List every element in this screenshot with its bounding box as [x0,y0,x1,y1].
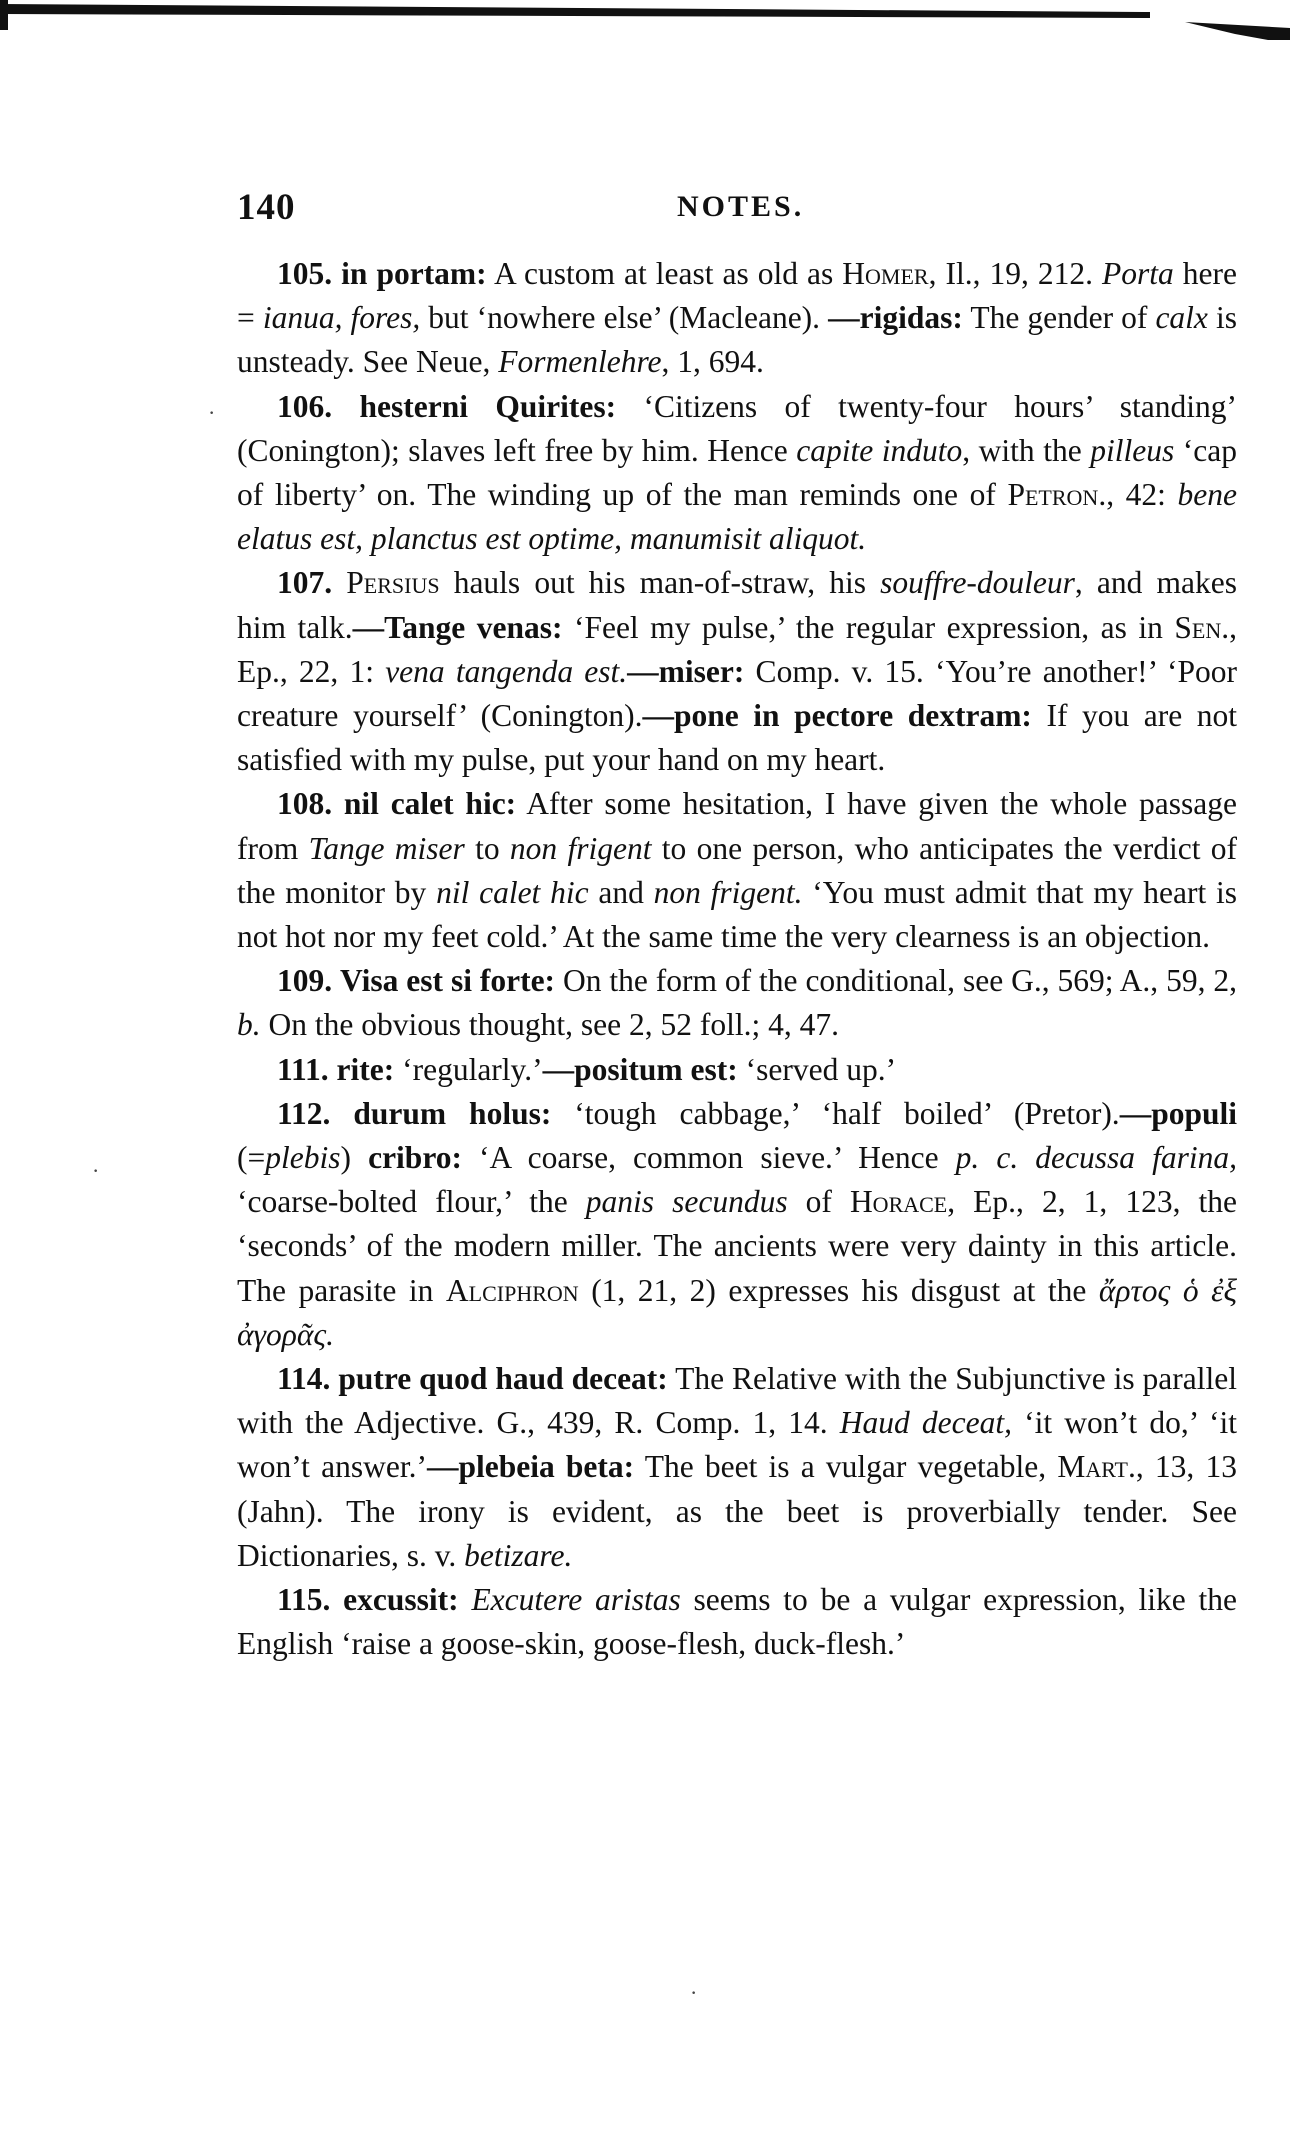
note-112: 112. durum holus: ‘tough cabbage,’ ‘half boiled’ (Pretor).—populi (=plebis) cribro: ‘A coarse, common sieve.’ Hence p. c. decussa farina, ‘coarse-bolted flour,’ the panis secundus of Horace, Ep., 2, 1, 123, the ‘seconds’ of the modern miller. The ancients were very dainty in this article. The parasite in Alciphron (1, 21, 2) expresses his disgust at the ἄρτος ὁ ἐξ ἀγορᾶς. [237,1095,1237,1352]
running-head: NOTES. [677,190,805,223]
author-ref: Petron. [1007,477,1107,513]
note-115: 115. excussit: Excutere aristas seems to be a vulgar expression, like the English ‘raise a goose-skin, goose-flesh, duck-flesh.’ [237,1582,1237,1662]
note-number: 108. [277,786,333,822]
note-114: 114. putre quod haud deceat: The Relative with the Subjunctive is parallel with the Adjective. G., 439, R. Comp. 1, 14. Haud deceat, ‘it won’t do,’ ‘it won’t answer.’—plebeia beta: The beet is a vulgar vegetable, Mart., 13, 13 (Jahn). The irony is evident, as the beet is proverbially tender. See Dictionaries, s. v. betizare. [237,1361,1237,1573]
scan-speck: · [208,400,216,425]
note-105: 105. in portam: A custom at least as old as Homer, Il., 19, 212. Porta here = ianua, fores, but ‘nowhere else’ (Macleane). —rigidas: The gender of calx is unsteady. See Neue, Formenlehre, 1, 694. [237,256,1238,380]
lemma: rite: [336,1051,395,1087]
notes-body [237,252,1237,1667]
lemma: —populi [1119,1095,1237,1131]
note-109: 109. Visa est si forte: On the form of the conditional, see G., 569; A., 59, 2, b. On the obvious thought, see 2, 52 foll.; 4, 47. [237,963,1238,1043]
note-number: 112. [277,1095,331,1131]
scan-speck: · [92,1158,100,1183]
lemma: —pone in pectore dextram: [642,698,1032,734]
page-number: 140 [237,187,296,228]
lemma: —miser: [627,653,745,689]
lemma: Visa est si forte: [340,963,556,999]
note-number: 115. [277,1582,331,1618]
lemma: hesterni Quirites: [359,388,617,424]
lemma: excussit: [343,1582,459,1618]
lemma: in portam: [341,256,487,291]
greek-phrase: ἄρτος ὁ ἐξ ἀγορᾶς. [237,1272,1237,1352]
author-ref: Homer [842,256,929,291]
author-ref: Persius [346,565,440,601]
author-ref: Sen. [1174,609,1230,645]
note-number: 107. [277,565,333,601]
lemma: —rigidas: [828,300,963,336]
note-number: 109. [277,963,333,999]
lemma: putre quod haud deceat: [338,1361,668,1397]
note-106: 106. hesterni Quirites: ‘Citizens of twenty-four hours’ standing’ (Conington); slaves left free by him. Hence capite induto, with the pilleus ‘cap of liberty’ on. The winding up of the man reminds one of Petron., 42: bene elatus est, planctus est optime, manumisit aliquot. [237,388,1237,557]
lemma: —positum est: [542,1051,738,1087]
author-ref: Alciphron [445,1272,579,1308]
note-number: 111. [277,1051,329,1087]
note-107: 107. Persius hauls out his man-of-straw, his souffre-douleur, and makes him talk.—Tange venas: ‘Feel my pulse,’ the regular expression, as in Sen., Ep., 22, 1: vena tangenda est.—miser: Comp. v. 15. ‘You’re another!’ ‘Poor creature yourself’ (Conington).—pone in pectore dextram: If you are not satisfied with my pulse, put your hand on my heart. [237,565,1238,778]
lemma: durum holus: [353,1095,552,1131]
page-header [237,186,1237,226]
lemma: nil calet hic: [343,786,517,822]
lemma: cribro: [368,1140,462,1176]
scan-speck: · [690,1980,698,2005]
author-ref: Horace [849,1184,948,1220]
scan-border-top [0,0,1290,40]
note-number: 105. [277,256,333,291]
note-number: 114. [277,1361,331,1397]
note-108: 108. nil calet hic: After some hesitation, I have given the whole passage from Tange miser to non frigent to one person, who anticipates the verdict of the monitor by nil calet hic and non frigent. ‘You must admit that my heart is not hot nor my feet cold.’ At the same time the very clearness is an objection. [237,786,1238,955]
lemma: —plebeia beta: [426,1449,635,1485]
author-ref: Mart. [1057,1449,1136,1485]
note-111: 111. rite: ‘regularly.’—positum est: ‘served up.’ [277,1051,897,1087]
note-number: 106. [277,388,333,424]
lemma: —Tange venas: [352,609,563,645]
